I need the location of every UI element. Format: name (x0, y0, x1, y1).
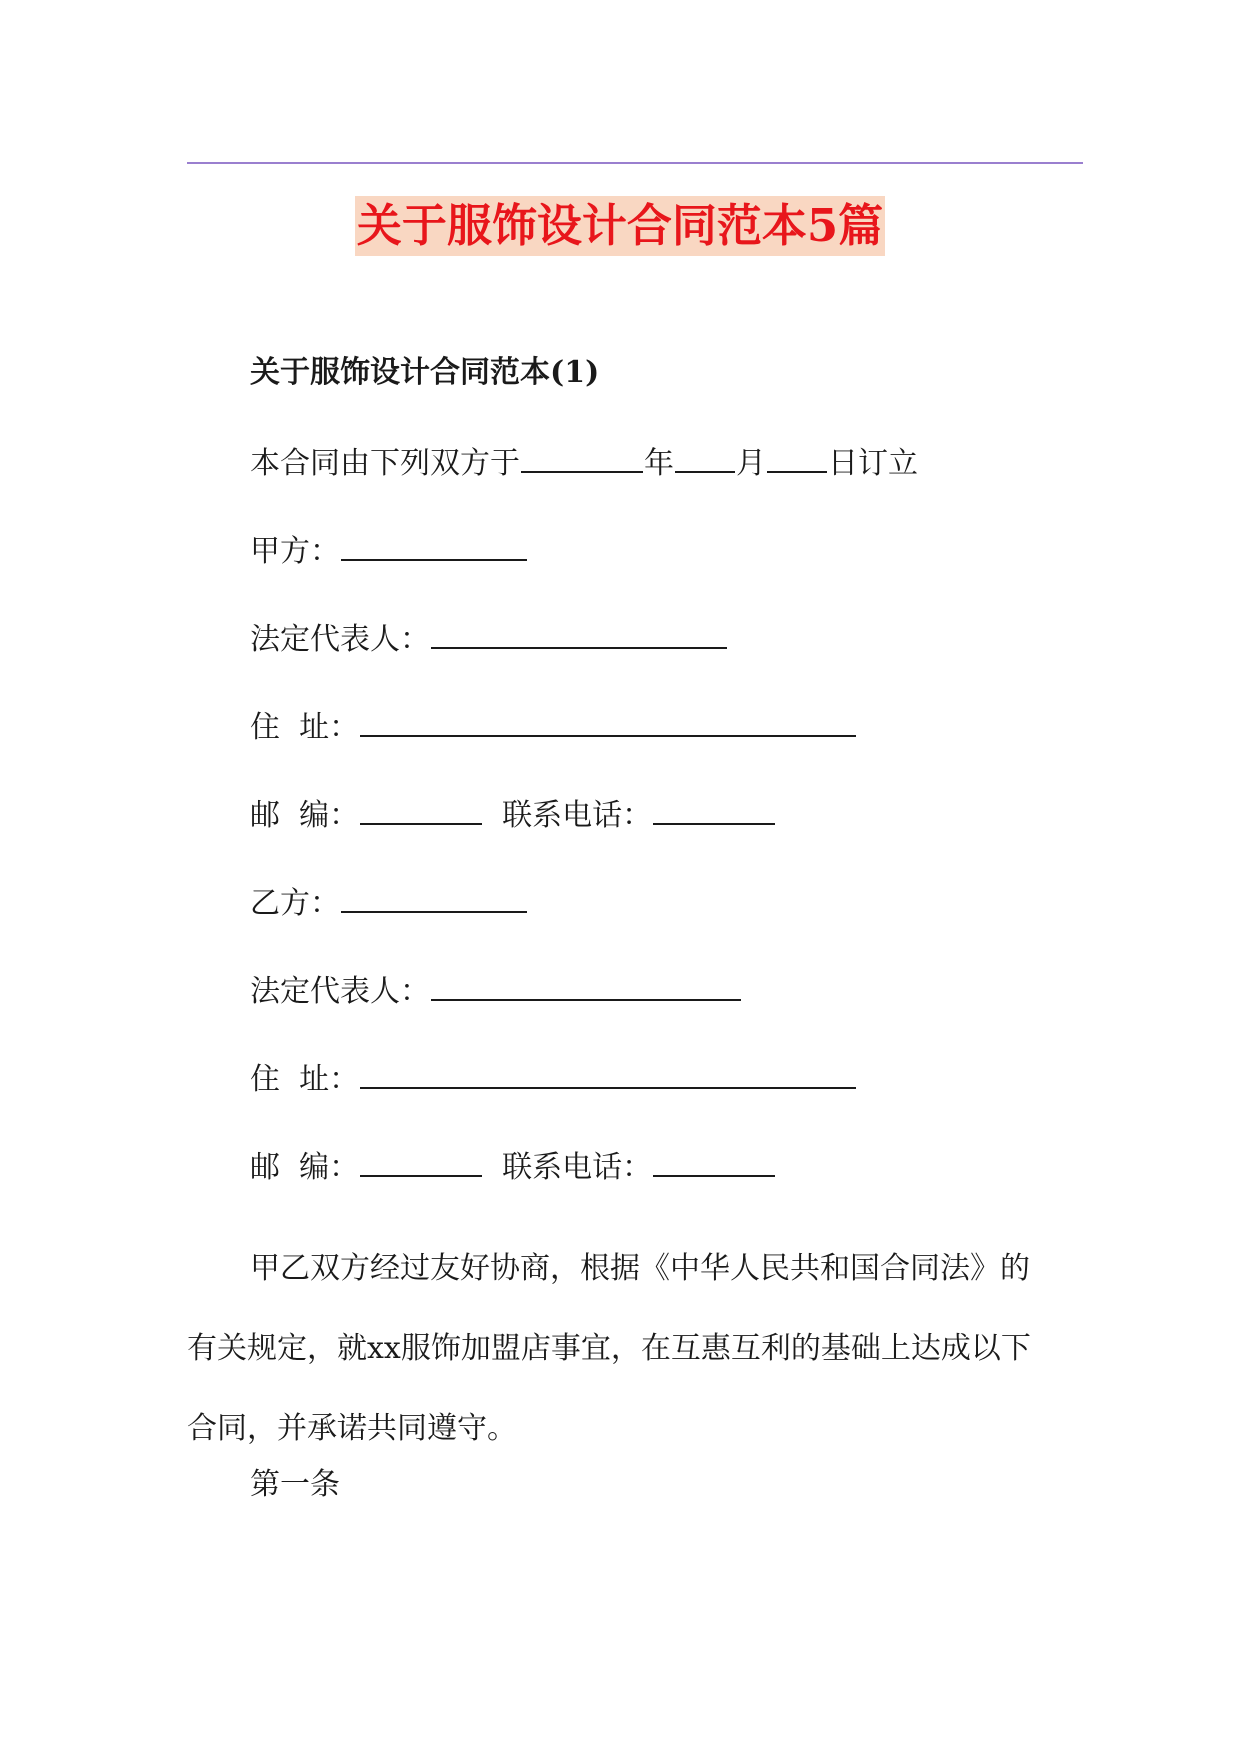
party-b-contact-line (250, 1145, 776, 1188)
date-year-blank[interactable] (521, 441, 643, 473)
party-b-label: 乙方： (250, 886, 340, 921)
party-a-address-label: 住 址： (250, 710, 360, 745)
party-b-phone-blank[interactable] (653, 1145, 775, 1177)
intro-prefix: 本合同由下列双方于 (250, 446, 520, 481)
party-a-rep-label: 法定代表人： (250, 622, 430, 657)
party-a-rep-blank[interactable] (431, 617, 727, 649)
party-b-rep-label: 法定代表人： (250, 974, 430, 1009)
party-b-rep-blank[interactable] (431, 969, 741, 1001)
party-a-blank[interactable] (341, 529, 527, 561)
top-divider (187, 162, 1083, 164)
date-month-blank[interactable] (675, 441, 735, 473)
article-one-heading: 第一条 (250, 1467, 340, 1502)
party-b-postcode-label: 邮 编： (250, 1150, 360, 1185)
party-a-postcode-label: 邮 编： (250, 798, 360, 833)
party-a-address-line (250, 705, 857, 748)
party-a-contact-line (250, 793, 776, 836)
day-label: 日订立 (828, 446, 918, 481)
party-a-postcode-blank[interactable] (360, 793, 482, 825)
party-a-label: 甲方： (250, 534, 340, 569)
party-a-line (250, 529, 528, 572)
intro-line (250, 441, 918, 484)
party-b-address-label: 住 址： (250, 1062, 360, 1097)
party-b-blank[interactable] (341, 881, 527, 913)
party-a-phone-blank[interactable] (653, 793, 775, 825)
party-b-line (250, 881, 528, 924)
year-label: 年 (644, 446, 674, 481)
party-a-phone-label: 联系电话： (502, 798, 653, 833)
party-b-phone-label: 联系电话： (502, 1150, 653, 1185)
party-a-rep-line (250, 617, 728, 660)
party-a-address-blank[interactable] (360, 705, 856, 737)
section-heading: 关于服饰设计合同范本(1) (250, 355, 600, 390)
title-container (0, 196, 1240, 256)
party-b-postcode-blank[interactable] (360, 1145, 482, 1177)
date-day-blank[interactable] (767, 441, 827, 473)
agreement-paragraph: 甲乙双方经过友好协商，根据《中华人民共和国合同法》的有关规定，就xx服饰加盟店事宜，在互惠互利的基础上达成以下合同，并承诺共同遵守。 (187, 1251, 1031, 1446)
party-b-rep-line (250, 969, 742, 1012)
party-b-address-line (250, 1057, 857, 1100)
month-label: 月 (736, 446, 766, 481)
party-b-address-blank[interactable] (360, 1057, 856, 1089)
document-title: 关于服饰设计合同范本5篇 (355, 196, 885, 256)
